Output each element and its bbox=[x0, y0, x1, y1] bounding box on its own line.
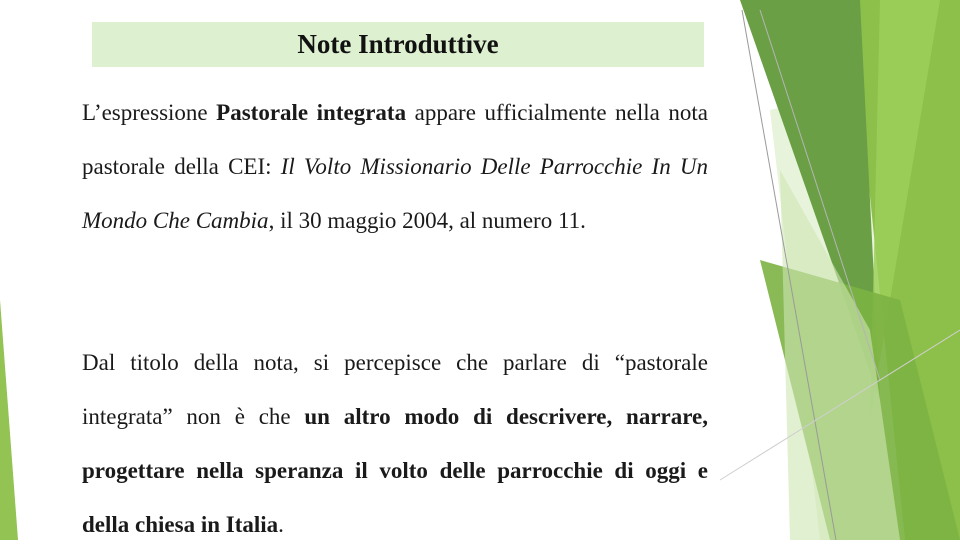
p1-bold-term: Pastorale integrata bbox=[216, 100, 407, 125]
title-band bbox=[92, 22, 704, 67]
paragraph-1 bbox=[82, 86, 708, 248]
left-edge-triangle bbox=[0, 300, 18, 540]
paragraph-2 bbox=[82, 336, 708, 552]
p1-text-2: appare ufficialmente nella nota pastorale della CEI: bbox=[82, 100, 708, 179]
slide-title: Note Introduttive bbox=[297, 29, 499, 59]
p1-text-3: , il 30 maggio 2004, al numero 11. bbox=[268, 208, 586, 233]
p1-text-1: L’espressione bbox=[82, 100, 217, 125]
p2-bold-text: un altro modo di descrivere, narrare, progettare nella speranza il volto delle parrocchie di oggi e della chiesa in Italia bbox=[82, 404, 708, 537]
p2-text-2: . bbox=[278, 512, 284, 537]
p1-italic-title: Il Volto Missionario Delle Parrocchie In Un Mondo Che Cambia bbox=[82, 154, 708, 233]
p2-text-1: Dal titolo della nota, si percepisce che parlare di “pastorale integrata” non è che bbox=[82, 350, 708, 429]
